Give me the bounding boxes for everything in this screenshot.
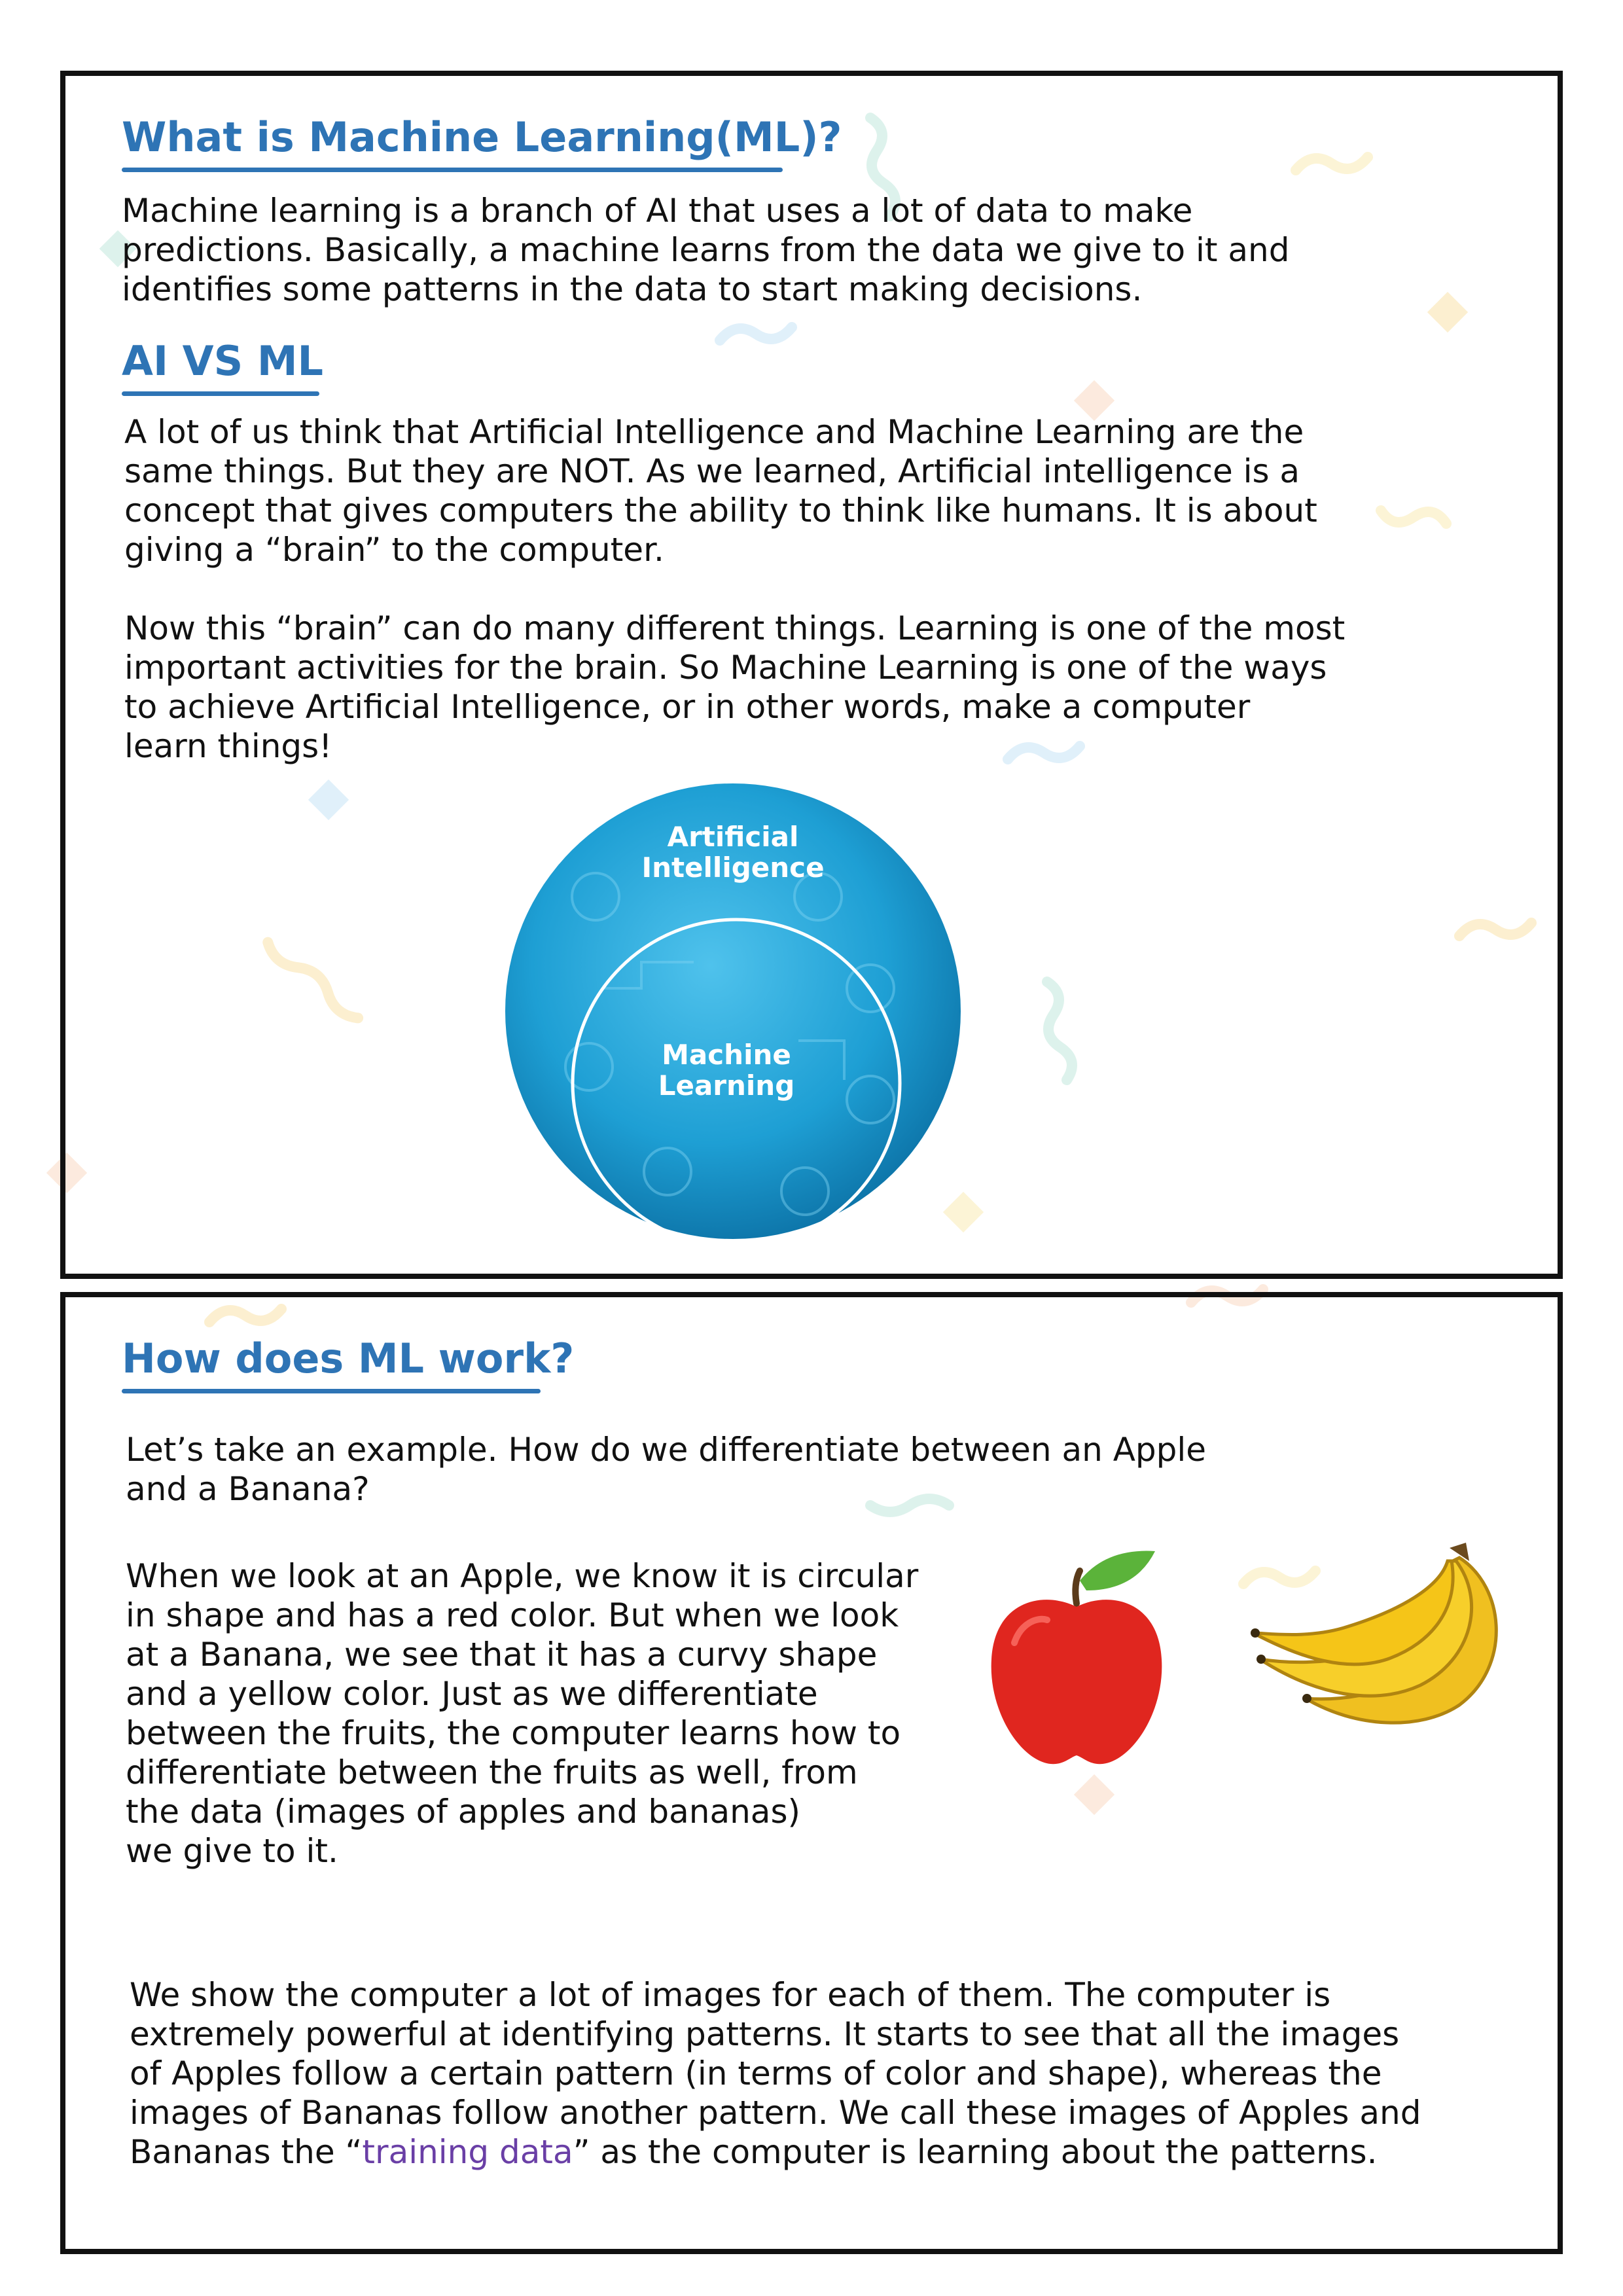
ai-ml-venn-diagram — [504, 766, 962, 1257]
how-ml-works-intro: Let’s take an example. How do we differentiate between an Apple and a Banana? — [126, 1431, 1207, 1508]
heading-underline — [122, 168, 783, 172]
banana-icon — [1243, 1535, 1531, 1744]
artificial-intelligence-label: Artificial Intelligence — [641, 821, 825, 884]
ai-vs-ml-paragraph-1: A lot of us think that Artificial Intelligence and Machine Learning are the same things. But they are NOT. As we learned, Artificial intelligence is a concept that gives computers the ability to think like humans. It is about giving a “brain” to the computer. — [124, 413, 1317, 569]
training-data-highlight: training data — [362, 2133, 573, 2171]
heading-underline — [122, 391, 319, 396]
training-data-paragraph-text-2: ” as the computer is learning about the patterns. — [573, 2133, 1378, 2171]
heading-underline — [122, 1389, 541, 1393]
section-heading-ai-vs-ml: AI VS ML — [122, 337, 324, 385]
section-heading-what-is-ml: What is Machine Learning(ML)? — [122, 113, 842, 161]
apple-icon — [982, 1545, 1171, 1774]
training-data-paragraph — [130, 1975, 1421, 2172]
training-data-paragraph-text-1: We show the computer a lot of images for each of them. The computer is extremely powerful at identifying patterns. It starts to see that all the images of Apples follow a certain pattern (in terms of color and shape), whereas the images of Bananas follow another pattern. We call these images of Apples and Bananas the “ — [130, 1976, 1421, 2171]
apple-banana-paragraph: When we look at an Apple, we know it is circular in shape and has a red color. But when we look at a Banana, we see that it has a curvy shape and a yellow color. Just as we differentiate between the fruits, the computer learns how to differentiate between the fruits as well, from the data (images of apples and bananas) we give to it. — [126, 1557, 919, 1870]
section-heading-how-ml-works: How does ML work? — [122, 1335, 575, 1382]
machine-learning-label: Machine Learning — [658, 1039, 795, 1102]
ai-vs-ml-paragraph-2: Now this “brain” can do many different things. Learning is one of the most important activities for the brain. So Machine Learning is one of the ways to achieve Artificial Intelligence, or in other words, make a computer learn things! — [124, 609, 1346, 765]
what-is-ml-paragraph: Machine learning is a branch of AI that uses a lot of data to make predictions. Basically, a machine learns from the data we give to it and identifies some patterns in the data to start making decisions. — [122, 192, 1290, 308]
